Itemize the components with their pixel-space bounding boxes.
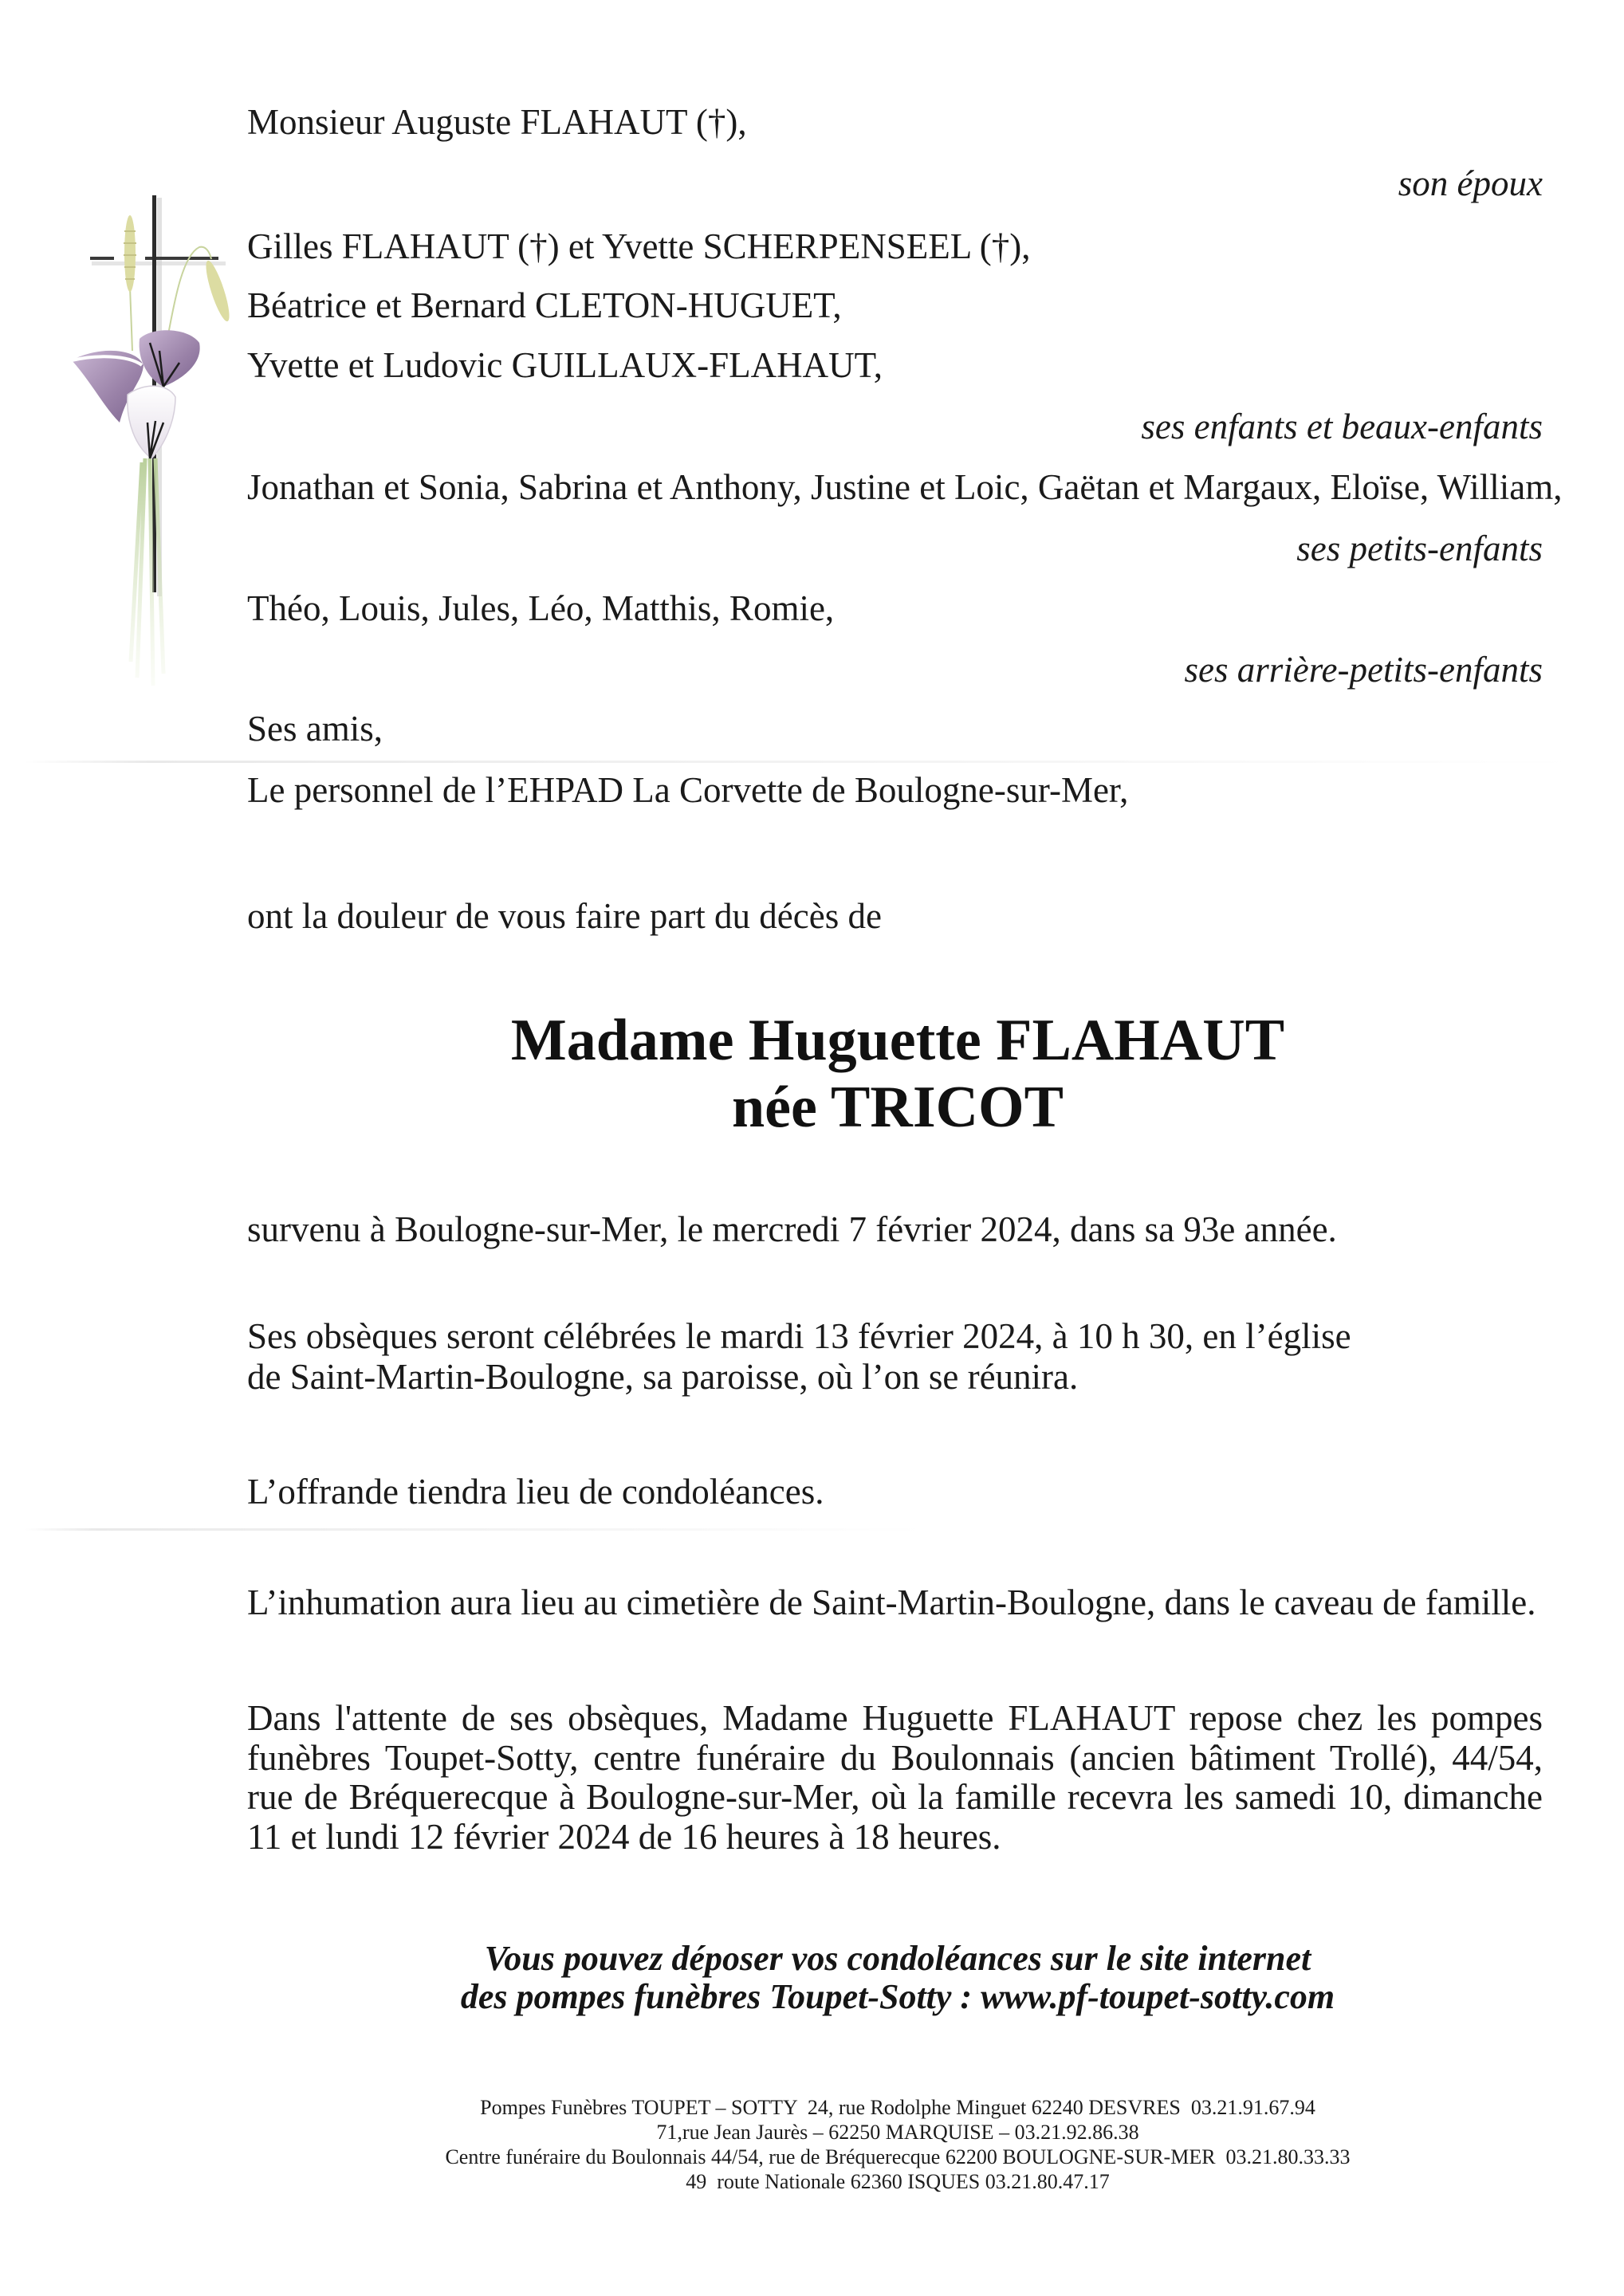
grandchildren-relation: ses petits-enfants (1296, 529, 1543, 568)
grandchildren-names: Jonathan et Sonia, Sabrina et Anthony, Justine et Loic, Gaëtan et Margaux, Eloïse, William, (247, 467, 1563, 507)
children-relation: ses enfants et beaux-enfants (1141, 407, 1543, 446)
cross-lily-emblem-icon (48, 183, 255, 694)
child-line: Gilles FLAHAUT (†) et Yvette SCHERPENSEEL (†), (247, 226, 1031, 266)
funeral-home-footer (0, 2095, 1624, 2194)
deceased-name: Madame Huguette FLAHAUT (510, 1008, 1285, 1073)
announcement-line: ont la douleur de vous faire part du décès de (247, 896, 882, 936)
deceased-block (0, 1007, 1624, 1141)
scan-artifact-line (24, 761, 1579, 763)
staff-line: Le personnel de l’EHPAD La Corvette de Boulogne-sur-Mer, (247, 770, 1129, 810)
child-line: Béatrice et Bernard CLETON-HUGUET, (247, 285, 842, 325)
deceased-maiden-name: née TRICOT (732, 1075, 1064, 1140)
footer-line: Centre funéraire du Boulonnais 44/54, rue de Bréquerecque 62200 BOULOGNE-SUR-MER 03.21.80.33.33 (445, 2145, 1351, 2168)
spouse-name: Monsieur Auguste FLAHAUT (†), (247, 102, 747, 142)
scan-artifact-line (24, 1528, 925, 1531)
visitation-details: Dans l'attente de ses obsèques, Madame Huguette FLAHAUT repose chez les pompes funèbres Toupet-Sotty, centre funéraire du Boulonnais (ancien bâtiment Trollé), 44/54, rue de Bréquerecque à Boulogne-sur-Mer, où la famille recevra les samedi 10, dimanche 11 et lundi 12 février 2024 de 16 heures à 18 heures. (247, 1698, 1543, 1857)
burial-details: L’inhumation aura lieu au cimetière de Saint-Martin-Boulogne, dans le caveau de famille. (247, 1582, 1536, 1622)
offering-note: L’offrande tiendra lieu de condoléances. (247, 1472, 824, 1512)
condolences-line-1: Vous pouvez déposer vos condoléances sur le site internet (484, 1939, 1311, 1978)
child-line: Yvette et Ludovic GUILLAUX-FLAHAUT, (247, 345, 883, 385)
cross-bar (90, 257, 114, 260)
great-grandchildren-relation: ses arrière-petits-enfants (1184, 650, 1543, 690)
spouse-relation: son époux (1398, 163, 1543, 203)
friends-line: Ses amis, (247, 709, 383, 749)
footer-line: 49 route Nationale 62360 ISQUES 03.21.80.47.17 (686, 2170, 1110, 2193)
funeral-details: Ses obsèques seront célébrées le mardi 13 février 2024, à 10 h 30, en l’église de Saint-Martin-Boulogne, sa paroisse, où l’on se réunira. (247, 1316, 1351, 1397)
death-details: survenu à Boulogne-sur-Mer, le mercredi 7 février 2024, dans sa 93e année. (247, 1209, 1337, 1249)
footer-line: 71,rue Jean Jaurès – 62250 MARQUISE – 03.21.92.86.38 (656, 2121, 1139, 2144)
great-grandchildren-names: Théo, Louis, Jules, Léo, Matthis, Romie, (247, 588, 835, 628)
footer-line: Pompes Funèbres TOUPET – SOTTY 24, rue Rodolphe Minguet 62240 DESVRES 03.21.91.67.94 (480, 2096, 1315, 2119)
condolences-block (0, 1940, 1624, 2016)
condolences-website-link[interactable]: des pompes funèbres Toupet-Sotty : www.pf-toupet-sotty.com (460, 1977, 1335, 2016)
